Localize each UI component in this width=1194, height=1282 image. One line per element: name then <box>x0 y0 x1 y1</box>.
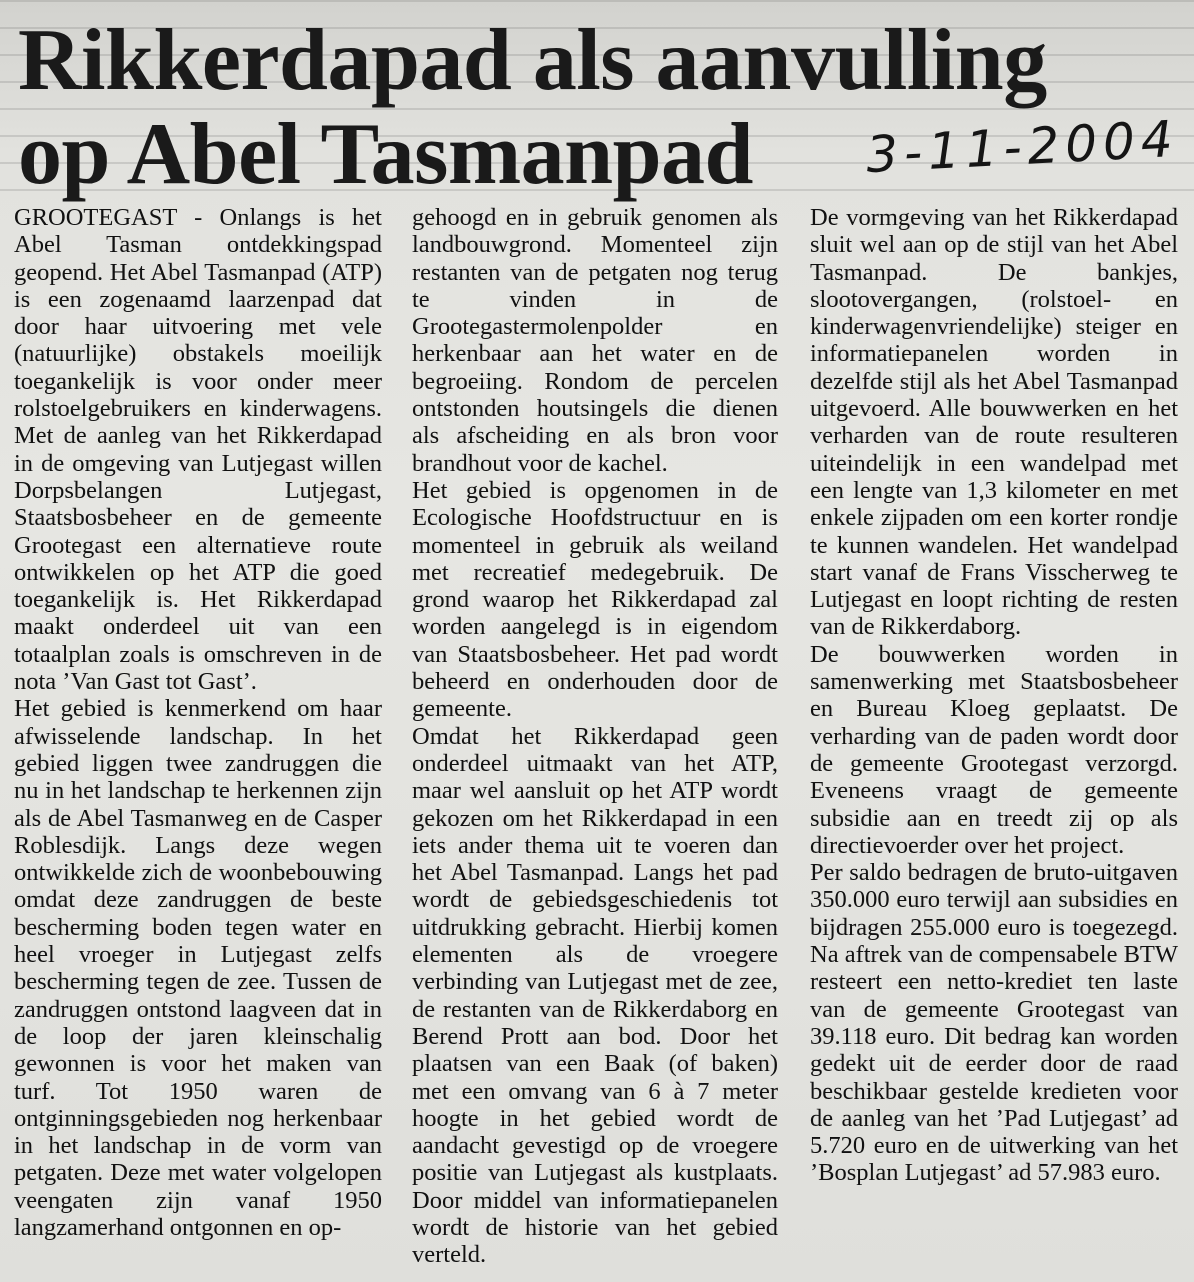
paragraph: GROOTEGAST - Onlangs is het Abel Tasman ontdekkingspad geopend. Het Abel Tasmanpad (ATP) is een zogenaamd laarzenpad dat door haar uitvoering met vele (natuurlijke) obstakels moeilijk toegankelijk is voor onder meer rolstoelgebruikers en kinderwagens. Met de aanleg van het Rikkerdapad in de omgeving van Lutjegast willen Dorpsbelangen Lutjegast, Staatsbosbeheer en de gemeente Grootegast een alternatieve route ontwikkelen op het ATP die goed toegankelijk is. Het Rikkerdapad maakt onderdeel uit van een totaalplan zoals is omschreven in de nota ’Van Gast tot Gast’. <box>14 204 382 696</box>
paragraph: Per saldo bedragen de bruto-uitgaven 350.000 euro terwijl aan subsidies en bijdragen 255.000 euro is toegezegd. Na aftrek van de compensabele BTW resteert een netto-krediet ten laste van de gemeente Grootegast van 39.118 euro. Dit bedrag kan worden gedekt uit de eerder door de raad beschikbaar gestelde kredieten voor de aanleg van het ’Pad Lutjegast’ ad 5.720 euro en de uitwerking van het ’Bosplan Lutjegast’ ad 57.983 euro. <box>810 859 1179 1187</box>
paragraph: Omdat het Rikkerdapad geen onderdeel uitmaakt van het ATP, maar wel aansluit op het ATP wordt gekozen om het Rikkerdapad in een iets ander thema uit te voeren dan het Abel Tasmanpad. Langs het pad wordt de gebiedsgeschiedenis tot uitdrukking gebracht. Hierbij komen elementen als de vroegere verbinding van Lutjegast met de zee, de restanten van de Rikkerdaborg en Berend Prott aan bod. Door het plaatsen van een Baak (of baken) met een omvang van 6 à 7 meter hoogte in het gebied wordt de aandacht gevestigd op de vroegere positie van Lutjegast als kustplaats. Door middel van informatiepanelen wordt de historie van het gebied verteld. <box>412 722 778 1269</box>
column-1 <box>14 204 382 1241</box>
paragraph: Het gebied is opgenomen in de Ecologische Hoofdstructuur en is momenteel in gebruik als weiland met recreatief medegebruik. De grond waarop het Rikkerdapad zal worden aangelegd is in eigendom van Staatsbosbeheer. Het pad wordt beheerd en onderhouden door de gemeente. <box>412 476 778 723</box>
headline-line-2: op Abel Tasmanpad <box>18 106 753 203</box>
paragraph: Het gebied is kenmerkend om haar afwisselende landschap. In het gebied liggen twee zandruggen die nu in het landschap te herkennen zijn als de Abel Tasmanweg en de Casper Roblesdijk. Langs deze wegen ontwikkelde zich de woonbebouwing omdat deze zandruggen de beste bescherming boden tegen water en heel vroeger in Lutjegast zelfs bescherming tegen de zee. Tussen de zandruggen ontstond laagveen dat in de loop der jaren kleinschalig gewonnen is voor het maken van turf. Tot 1950 waren de ontginningsgebieden nog herkenbaar in het landschap in de vorm van petgaten. Deze met water volgelopen veengaten zijn vanaf 1950 langzamerhand ontgonnen en op- <box>14 695 382 1241</box>
paragraph: De bouwwerken worden in samenwerking met Staatsbosbeheer en Bureau Kloeg geplaatst. De verharding van de paden wordt door de gemeente Grootegast verzorgd. Eveneens vraagt de gemeente subsidie aan en treedt zij op als directievoerder over het project. <box>810 640 1178 859</box>
headline-line-1: Rikkerdapad als aanvulling <box>18 12 1047 109</box>
handwritten-date: 3-11-2004 <box>864 109 1181 185</box>
column-3 <box>810 204 1178 1187</box>
paragraph: gehoogd en in gebruik genomen als landbouwgrond. Momenteel zijn restanten van de petgaten nog terug te vinden in de Grootegastermolenpolder en herkenbaar aan het water en de begroeiing. Rondom de percelen ontstonden houtsingels die dienen als afscheiding en als bron voor brandhout voor de kachel. <box>412 204 778 477</box>
paragraph: De vormgeving van het Rikkerdapad sluit wel aan op de stijl van het Abel Tasmanpad. De bankjes, slootovergangen, (rolstoel- en kinderwagenvriendelijke) steiger en informatiepanelen worden in dezelfde stijl als het Abel Tasmanpad uitgevoerd. Alle bouwwerken en het verharden van de route resulteren uiteindelijk in een wandelpad met een lengte van 1,3 kilometer en met enkele zijpaden om een korter rondje te kunnen wandelen. Het wandelpad start vanaf de Frans Visscherweg te Lutjegast en loopt richting de resten van de Rikkerdaborg. <box>810 204 1178 641</box>
column-2 <box>412 204 778 1269</box>
